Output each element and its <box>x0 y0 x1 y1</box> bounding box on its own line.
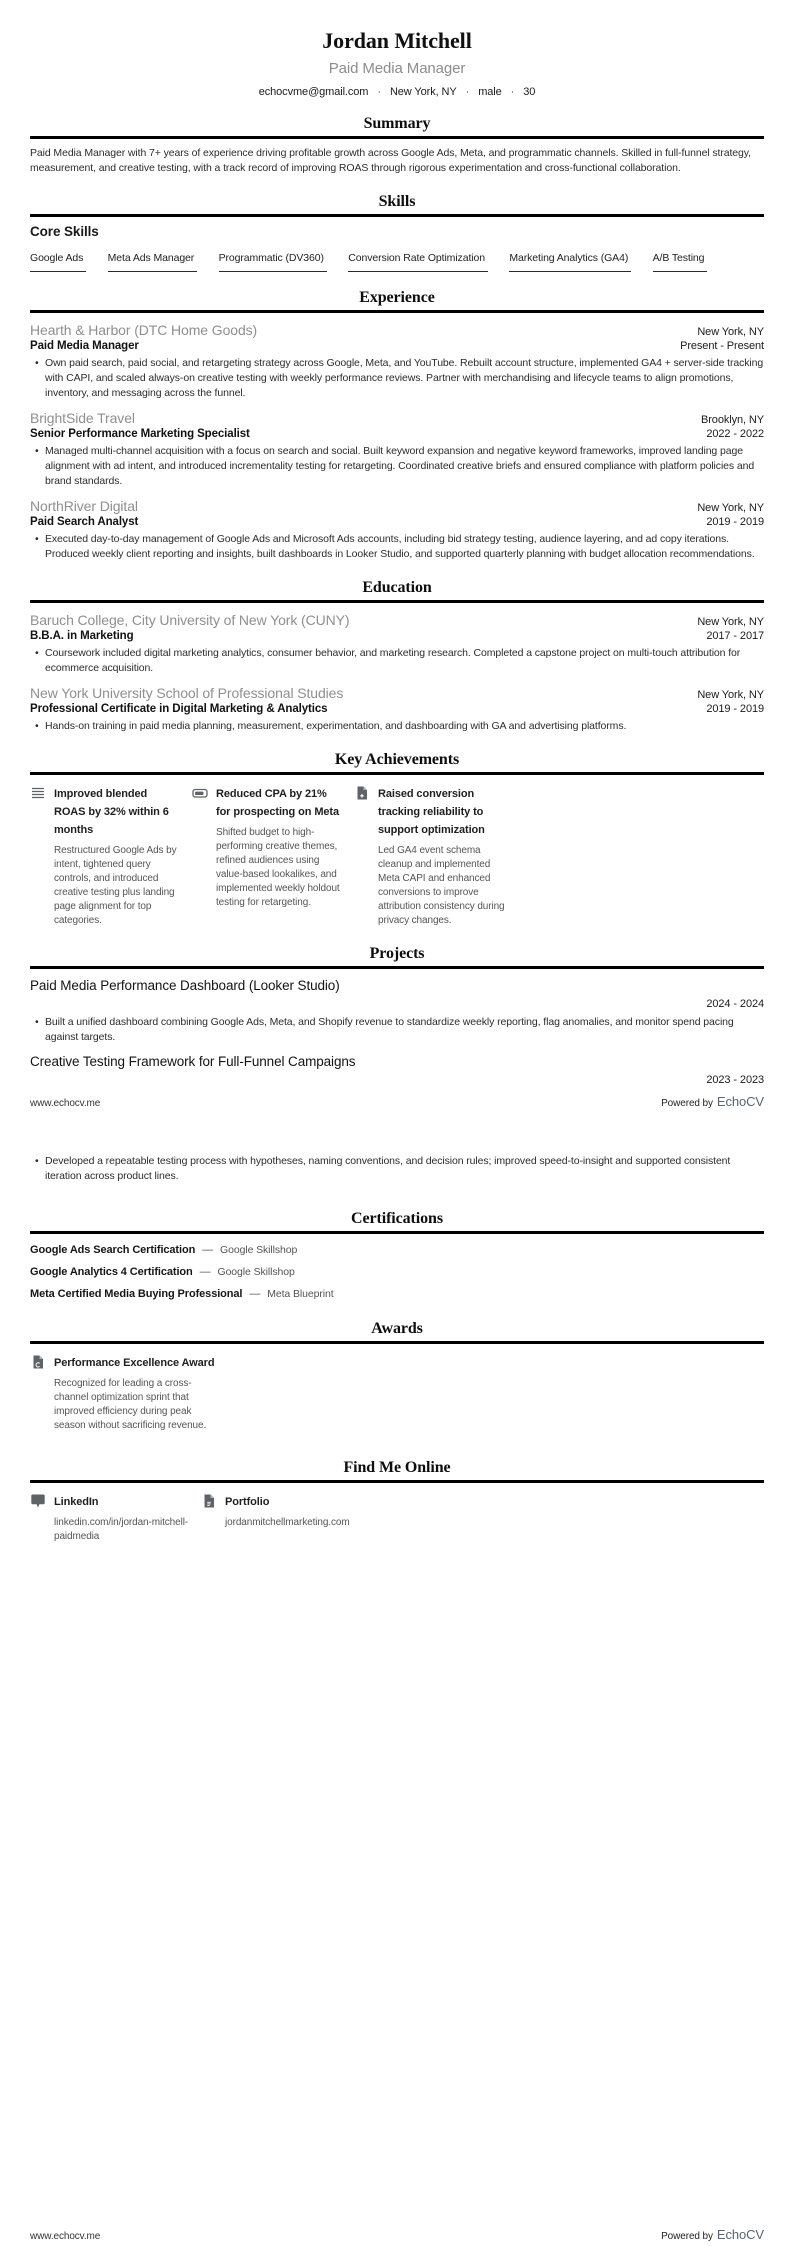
contact-email: echocvme@gmail.com <box>258 86 369 98</box>
school-location: New York, NY <box>697 689 764 701</box>
degree-name: Professional Certificate in Digital Marketing & Analytics <box>30 703 328 715</box>
projects-heading: Projects <box>369 945 425 962</box>
section-rule <box>30 214 764 217</box>
company-location: New York, NY <box>697 326 764 338</box>
page-footer <box>30 2226 764 2244</box>
job-bullet: • Own paid search, paid social, and retargeting strategy across Google, Meta, and YouTube. Rebuilt account structure, implemented GA4 + server-side tracking with CAPI, and scaled always-on creative testing with weekly performance reviews. Partner with merchandising and lifecycle teams to align promotions, inventory, and messaging across the funnel. <box>35 356 764 401</box>
degree-name: B.B.A. in Marketing <box>30 630 134 642</box>
contact-age: · 30 <box>502 86 536 98</box>
footer-site-link[interactable]: www.echocv.me <box>30 2231 101 2242</box>
section-rule <box>30 136 764 139</box>
section-summary <box>30 115 764 176</box>
contact-location: · New York, NY <box>368 86 456 98</box>
achievement-title: Raised conversion tracking reliability to support optimization <box>378 788 485 836</box>
project-title: Paid Media Performance Dashboard (Looker Studio) <box>30 978 340 993</box>
job-role: Paid Search Analyst <box>30 516 139 528</box>
certification-separator: — <box>202 1244 214 1256</box>
find-me-online-heading: Find Me Online <box>343 1459 451 1476</box>
chat-bubble-icon <box>30 1492 46 1544</box>
online-profile-card <box>201 1492 401 1544</box>
section-find-me-online <box>30 1459 764 1544</box>
person-name: Jordan Mitchell <box>322 28 472 53</box>
skill-item: Meta Ads Manager <box>108 252 198 272</box>
education-bullet: • Coursework included digital marketing analytics, consumer behavior, and marketing research. Completed a capstone project on multi-touch attribution for ecommerce acquisition. <box>35 646 764 676</box>
section-key-achievements <box>30 751 764 928</box>
degree-dates: 2017 - 2017 <box>706 630 764 642</box>
experience-entry <box>30 498 764 562</box>
achievement-title: Improved blended ROAS by 32% within 6 months <box>54 788 169 836</box>
echocv-brand-link[interactable]: EchoCV <box>716 2227 764 2242</box>
section-projects <box>30 945 764 1086</box>
section-certifications <box>30 1210 764 1300</box>
certification-separator: — <box>249 1288 261 1300</box>
certification-issuer: Google Skillshop <box>220 1244 298 1256</box>
achievement-card <box>30 784 181 928</box>
powered-by-label: Powered by <box>661 1098 713 1109</box>
certification-issuer: Google Skillshop <box>217 1266 295 1278</box>
achievements-heading: Key Achievements <box>334 751 460 768</box>
company-name: Hearth & Harbor (DTC Home Goods) <box>30 322 258 338</box>
online-profiles-list <box>30 1492 764 1544</box>
certification-name: Google Ads Search Certification <box>30 1244 196 1256</box>
certifications-heading: Certifications <box>351 1210 443 1227</box>
company-location: Brooklyn, NY <box>701 414 764 426</box>
summary-text: Paid Media Manager with 7+ years of experience driving profitable growth across Google Ads, Meta, and programmatic channels. Skilled in full-funnel strategy, measurement, and creative testing, with a track record of improving ROAS through rigorous experimentation and cross-functional collaboration. <box>30 147 751 174</box>
profile-label: LinkedIn <box>54 1496 99 1508</box>
project-dates: 2024 - 2024 <box>706 998 764 1010</box>
powered-by-label: Powered by <box>661 2231 713 2242</box>
achievement-text: Led GA4 event schema cleanup and implemented Meta CAPI and enhanced conversions to improve attribution consistency during privacy changes. <box>378 845 505 926</box>
company-name: NorthRiver Digital <box>30 498 138 514</box>
school-location: New York, NY <box>697 616 764 628</box>
document-icon <box>30 1353 46 1433</box>
certification-separator: — <box>199 1266 211 1278</box>
page-2-content <box>0 1150 794 1544</box>
certification-name: Meta Certified Media Buying Professional <box>30 1288 243 1300</box>
skill-item: A/B Testing <box>653 252 708 272</box>
project-bullet: • Built a unified dashboard combining Google Ads, Meta, and Shopify revenue to standardize weekly reporting, flag anomalies, and monitor spend pacing against targets. <box>35 1015 764 1045</box>
skill-item: Google Ads <box>30 252 86 272</box>
section-awards <box>30 1320 764 1433</box>
job-role: Senior Performance Marketing Specialist <box>30 428 250 440</box>
awards-heading: Awards <box>371 1320 423 1337</box>
achievements-list <box>30 784 764 928</box>
skill-item: Marketing Analytics (GA4) <box>509 252 631 272</box>
education-heading: Education <box>362 579 432 596</box>
achievement-card <box>354 784 505 928</box>
certification-item <box>30 1244 764 1256</box>
school-name: New York University School of Professional Studies <box>30 685 344 701</box>
certification-issuer: Meta Blueprint <box>267 1288 334 1300</box>
experience-entry <box>30 410 764 489</box>
section-rule <box>30 600 764 603</box>
achievement-title: Reduced CPA by 21% for prospecting on Meta <box>216 788 339 818</box>
degree-dates: 2019 - 2019 <box>706 703 764 715</box>
experience-heading: Experience <box>359 289 435 306</box>
awards-list <box>30 1353 764 1433</box>
job-dates: Present - Present <box>680 340 764 352</box>
online-profile-card <box>30 1492 190 1544</box>
project-entry <box>30 1054 764 1086</box>
section-rule <box>30 966 764 969</box>
company-location: New York, NY <box>697 502 764 514</box>
project-dates: 2023 - 2023 <box>706 1074 764 1086</box>
card-icon <box>192 784 208 928</box>
page-footer <box>30 1093 764 1111</box>
footer-site-link[interactable]: www.echocv.me <box>30 1098 101 1109</box>
project-bullet-continued: • Developed a repeatable testing process with hypotheses, naming conventions, and decision rules; improved speed-to-insight and supported consistent iteration across product lines. <box>35 1154 764 1184</box>
award-card <box>30 1353 215 1433</box>
section-education <box>30 579 764 734</box>
file-plus-icon <box>354 784 370 928</box>
job-dates: 2022 - 2022 <box>706 428 764 440</box>
section-rule <box>30 772 764 775</box>
job-bullet: • Executed day-to-day management of Google Ads and Microsoft Ads accounts, including bid strategy testing, audience layering, and ad copy iterations. Produced weekly client reporting and insights, built dashboards in Looker Studio, and supported quarterly planning with budget allocation recommendations. <box>35 532 764 562</box>
skill-item: Conversion Rate Optimization <box>348 252 488 272</box>
project-title: Creative Testing Framework for Full-Funnel Campaigns <box>30 1054 356 1069</box>
job-role: Paid Media Manager <box>30 340 139 352</box>
section-rule <box>30 310 764 313</box>
award-title: Performance Excellence Award <box>54 1357 215 1369</box>
section-experience <box>30 289 764 562</box>
certification-name: Google Analytics 4 Certification <box>30 1266 193 1278</box>
education-bullet: • Hands-on training in paid media planning, measurement, experimentation, and dashboarding with GA and advertising platforms. <box>35 719 764 734</box>
skills-heading: Skills <box>378 193 416 210</box>
section-skills <box>30 193 764 272</box>
echocv-brand-link[interactable]: EchoCV <box>716 1094 764 1109</box>
certification-item <box>30 1288 764 1300</box>
job-bullet: • Managed multi-channel acquisition with a focus on search and social. Built keyword expansion and negative keyword frameworks, improved landing page alignment with ad intent, and introduced incrementality testing for retargeting. Coordinated creative briefs and ensured compliance with platform policies and brand standards. <box>35 444 764 489</box>
skills-group-label: Core Skills <box>30 224 99 239</box>
profile-url[interactable]: linkedin.com/in/jordan-mitchell-paidmedia <box>54 1517 189 1542</box>
person-title: Paid Media Manager <box>328 60 466 77</box>
company-name: BrightSide Travel <box>30 410 135 426</box>
school-name: Baruch College, City University of New York (CUNY) <box>30 612 350 628</box>
section-rule <box>30 1480 764 1483</box>
award-text: Recognized for leading a cross-channel optimization sprint that improved efficiency during peak season without sacrificing revenue. <box>54 1378 207 1431</box>
list-icon <box>30 784 46 928</box>
job-dates: 2019 - 2019 <box>706 516 764 528</box>
contact-line <box>30 86 764 98</box>
document-icon <box>201 1492 217 1544</box>
project-entry <box>30 978 764 1045</box>
education-entry <box>30 685 764 734</box>
profile-label: Portfolio <box>225 1496 270 1508</box>
skill-item: Programmatic (DV360) <box>219 252 327 272</box>
profile-url[interactable]: jordanmitchellmarketing.com <box>225 1517 350 1528</box>
achievement-text: Shifted budget to high-performing creative themes, refined audiences using value-based lookalikes, and implemented weekly holdout testing for retargeting. <box>216 827 340 908</box>
education-entry <box>30 612 764 676</box>
certification-item <box>30 1266 764 1278</box>
section-rule <box>30 1341 764 1344</box>
section-rule <box>30 1231 764 1234</box>
achievement-card <box>192 784 343 928</box>
contact-gender: · male <box>457 86 502 98</box>
summary-heading: Summary <box>363 115 431 132</box>
skills-list <box>30 248 764 272</box>
experience-entry <box>30 322 764 401</box>
achievement-text: Restructured Google Ads by intent, tightened query controls, and introduced creative testing plus landing page alignment for top categories. <box>54 845 177 926</box>
page-1-content <box>0 0 794 1086</box>
